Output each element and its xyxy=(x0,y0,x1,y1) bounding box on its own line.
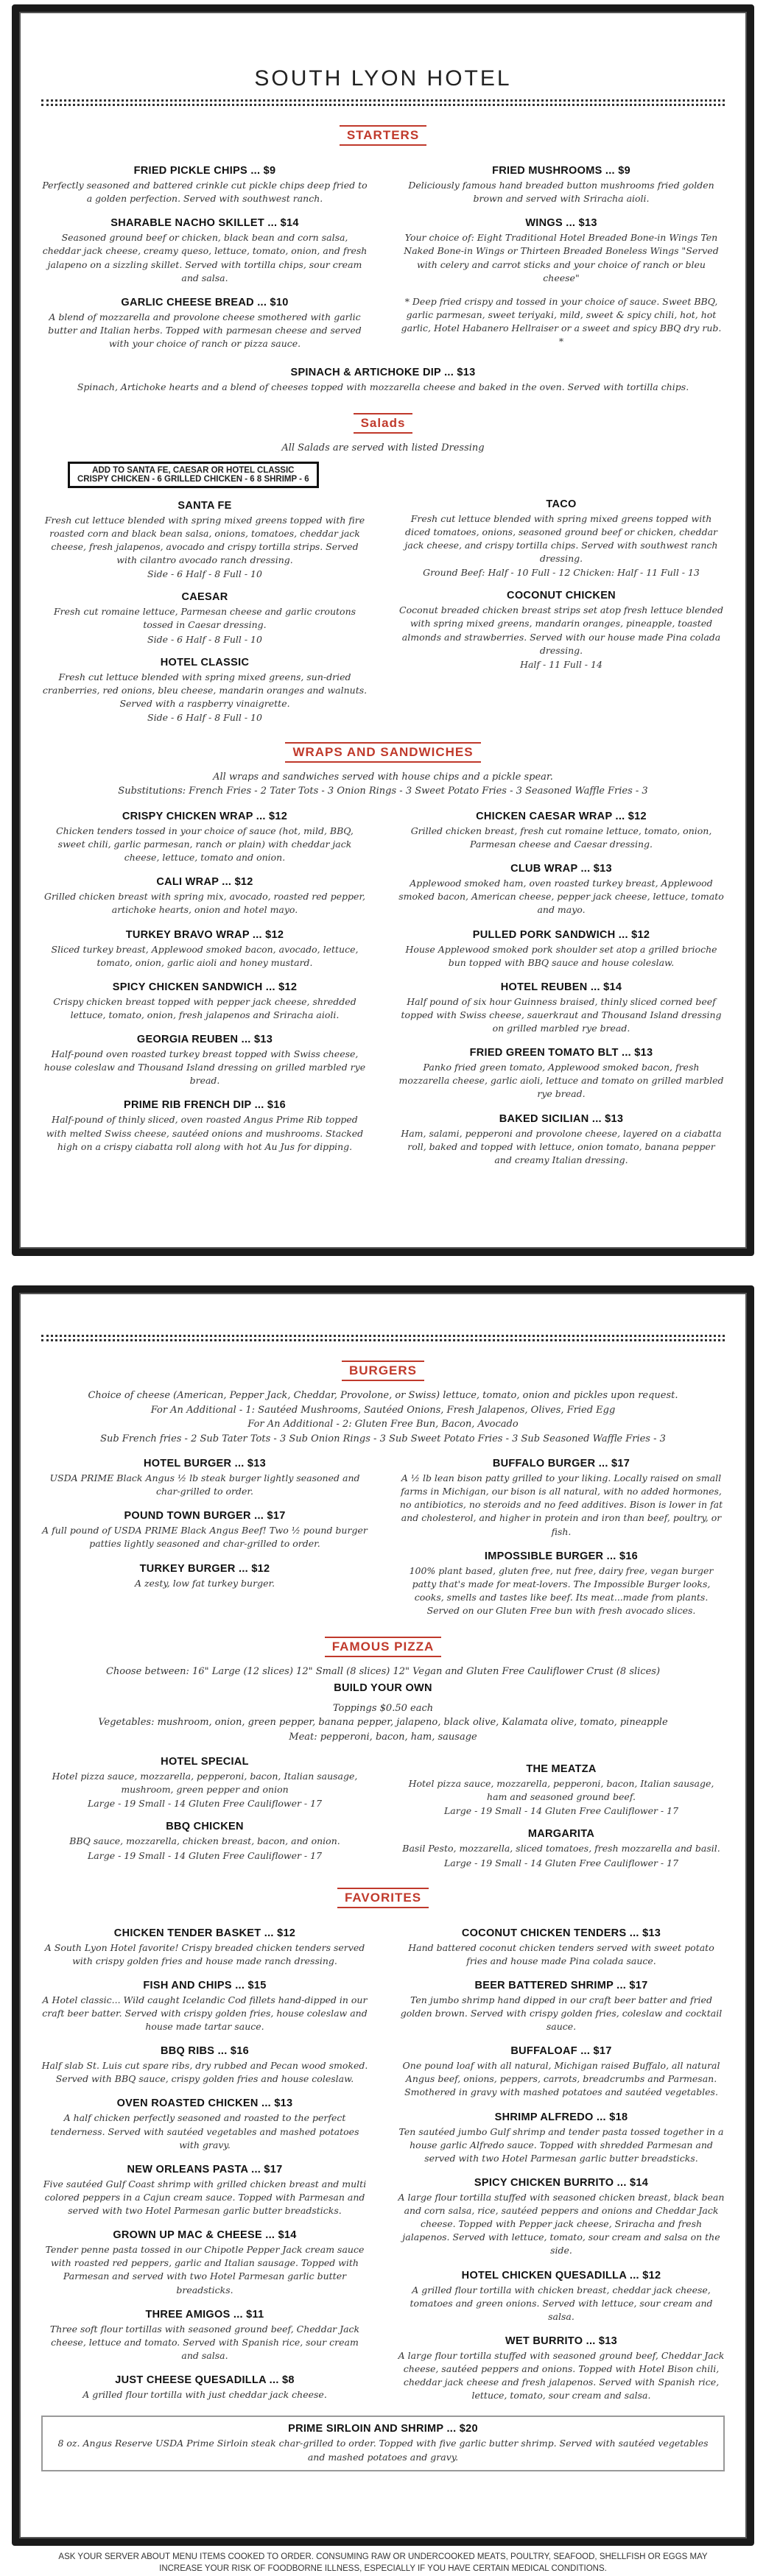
menu-item: CHICKEN TENDER BASKET ... $12 A South Lyon Hotel favorite! Crispy breaded chicken tenders served with crispy golden fries and house made ranch dressing. xyxy=(44,1927,365,1966)
menu-item: CALI WRAP ... $12 Grilled chicken breast with spring mix, avocado, roasted red pepper, artichoke hearts, onion and hotel mayo. xyxy=(43,876,366,916)
menu-item: POUND TOWN BURGER ... $17 A full pound of USDA PRIME Black Angus Beef! Two ½ pound burger patties lightly seasoned and char-grilled to order. xyxy=(42,1510,368,1550)
favorites-columns xyxy=(41,1916,725,2403)
menu-item: CRISPY CHICKEN WRAP ... $12 Chicken tenders tossed in your choice of sauce (hot, mild, BBQ, sweet chili, garlic parmesan, ranch or plain) with cheddar jack cheese, lettuce, tomato and onion. xyxy=(56,810,354,864)
title-divider-2 xyxy=(41,103,725,106)
burgers-note: Choice of cheese (American, Pepper Jack, Cheddar, Provolone, or Swiss) lettuce, tomato, onion and pickles upon request. xyxy=(88,1390,678,1401)
menu-item: CLUB WRAP ... $13 Applewood smoked ham, oven roasted turkey breast, Applewood smoked bacon, American cheese, pepper jack cheese, lettuce, tomato and mayo. xyxy=(398,863,724,916)
menu-item: THREE AMIGOS ... $11 Three soft flour tortillas with seasoned ground beef, Cheddar Jack cheese, lettuce and tomato. Served with Spanish rice, sour cream and salsa. xyxy=(49,2308,360,2361)
menu-sheet-1 xyxy=(12,4,754,1256)
hotel-title: SOUTH LYON HOTEL xyxy=(254,66,512,91)
menu-item: OVEN ROASTED CHICKEN ... $13 A half chicken perfectly seasoned and roasted to the perfect tenderness. Served with sautéed vegetables and mashed potatoes with gravy. xyxy=(50,2097,359,2150)
menu-item: JUST CHEESE QUESADILLA ... $8 A grilled flour tortilla with just cheddar jack cheese. xyxy=(82,2374,327,2400)
wings-sauce-note: * Deep fried crispy and tossed in your choice of sauce. Sweet BBQ, garlic parmesan, sweet teriyaki, mild, sweet & spicy chili, hot, hot garlic, Hotel Habanero Hellraiser or a sweet and spicy BBQ dry rub. * xyxy=(401,295,722,347)
menu-item: CAESAR Fresh cut romaine lettuce, Parmesan cheese and garlic croutons tossed in Caesar dressing. Side - 6 Half - 8 Full - 10 xyxy=(53,591,356,645)
salads-left xyxy=(41,456,368,723)
salad-addons-box: ADD TO SANTA FE, CAESAR OR HOTEL CLASSIC CRISPY CHICKEN - 6 GRILLED CHICKEN - 6 8 SHRIMP - 6 xyxy=(68,462,319,488)
menu-item: BAKED SICILIAN ... $13 Ham, salami, pepperoni and provolone cheese, layered on a ciabatta roll, baked and topped with lettuce, onion tomato, banana pepper and creamy Italian dressing. xyxy=(401,1112,722,1165)
pizza-meats: Meat: pepperoni, bacon, ham, sausage xyxy=(289,1731,477,1743)
menu-item: SPICY CHICKEN SANDWICH ... $12 Crispy chicken breast topped with pepper jack cheese, shredded lettuce, tomato, onion, fresh jalapenos and Sriracha aioli. xyxy=(53,981,356,1020)
menu-item: TURKEY BRAVO WRAP ... $12 Sliced turkey breast, Applewood smoked bacon, avocado, lettuce, tomato, onion, garlic aioli and honey mustard. xyxy=(51,928,359,968)
menu-item: WINGS ... $13 Your choice of: Eight Traditional Hotel Breaded Bone-in Wings Ten Naked Bone-in Wings or Thirteen Breaded Boneless Wings "Served with celery and carrot sticks and your choice of ranch or bleu cheese" xyxy=(404,217,719,283)
burgers-addon-1: For An Additional - 1: Sautéed Mushrooms, Sautéed Onions, Fresh Jalapenos, Olives, Fried Egg xyxy=(150,1404,616,1416)
menu-item: GEORGIA REUBEN ... $13 Half-pound oven roasted turkey breast topped with Swiss cheese, house coleslaw and Thousand Island dressing on grilled marbled rye bread. xyxy=(43,1034,366,1087)
menu-item: BBQ CHICKEN BBQ sauce, mozzarella, chicken breast, bacon, and onion. Large - 19 Small - 14 Gluten Free Cauliflower - 17 xyxy=(69,1821,340,1861)
burgers-addon-2: For An Additional - 2: Gluten Free Bun, Bacon, Avocado xyxy=(247,1419,519,1430)
menu-item: FRIED GREEN TOMATO BLT ... $13 Panko fried green tomato, Applewood smoked bacon, fresh mozzarella cheese, garlic aioli, lettuce and tomato on grilled marbled rye bread. xyxy=(398,1047,724,1100)
menu-item: IMPOSSIBLE BURGER ... $16 100% plant based, gluten free, nut free, dairy free, vegan burger patty that's made for meat-lovers. The Impossible Burger looks, cooks, smells and tastes like beef. Its meat...made from plants. Served on our Gluten Free bun with fresh avocado slices. xyxy=(409,1550,714,1616)
menu-item: HOTEL SPECIAL Hotel pizza sauce, mozzarella, pepperoni, bacon, Italian sausage, mushroom, green pepper and onion Large - 19 Small - 14 Gluten Free Cauliflower - 17 xyxy=(52,1756,358,1810)
menu-item: SANTA FE Fresh cut lettuce blended with spring mixed greens topped with fire roasted corn and black bean salsa, onions, tomatoes, cheddar jack cheese, fresh jalapenos, avocado and crispy tortilla strips. Served with cilantro avocado ranch dressing. Side - 6 Half - 8 Full - 10 xyxy=(44,499,365,580)
menu-item: HOTEL CLASSIC Fresh cut lettuce blended with spring mixed greens, sun-dried cranberries, red onions, bleu cheese, mandarin oranges and walnuts. Served with a raspberry vinaigrette. Side - 6 Half - 8 Full - 10 xyxy=(42,656,368,723)
starters-right xyxy=(398,153,725,350)
menu-item: COCONUT CHICKEN Coconut breaded chicken breast strips set atop fresh lettuce blended with spring mixed greens, mandarin oranges, pineapple, toasted almonds and strawberries. Served with our house made Pina colada dressing. Half - 11 Full - 14 xyxy=(399,590,723,670)
menu-item: NEW ORLEANS PASTA ... $17 Five sautéed Gulf Coast shrimp with grilled chicken breast and multi colored peppers in a Cajun cream sauce. Topped with Parmesan and served with two Hotel Parmesan garlic butter breadsticks. xyxy=(43,2163,367,2216)
menu-item: FRIED PICKLE CHIPS ... $9 Perfectly seasoned and battered crinkle cut pickle chips deep fried to a golden perfection. Served with southwest ranch. xyxy=(42,165,368,205)
sheet-1-content xyxy=(41,27,725,1234)
menu-item: BUFFALO BURGER ... $17 A ½ lb lean bison patty grilled to your liking. Locally raised on small farms in Michigan, our bison is all natural, with no added hormones, no antibiotics, no steroids and no feed additives. Bison is lower in fat and cholesterol, and higher in protein and iron than beef, poultry, or fish. xyxy=(399,1458,723,1537)
menu-item: BEER BATTERED SHRIMP ... $17 Ten jumbo shrimp hand dipped in our craft beer batter and fried golden brown. Served with crispy golden fries, coleslaw and cocktail sauce. xyxy=(400,1979,723,2032)
menu-item: BUFFALOAF ... $17 One pound loaf with all natural, Michigan raised Buffalo, all natural Angus beef, onions, peppers, carrots, breadcrumbs and Parmesan. Smothered in gravy with mashed potatoes and sautéed vegetables. xyxy=(402,2045,720,2098)
burgers-left xyxy=(41,1446,368,1617)
wraps-substitutions: Substitutions: French Fries - 2 Tater Tots - 3 Onion Rings - 3 Sweet Potato Fries - 3 Seasoned Waffle Fries - 3 xyxy=(118,786,648,797)
pizza-sizes: Choose between: 16" Large (12 slices) 12" Small (8 slices) 12" Vegan and Gluten Free Cauliflower Crust (8 slices) xyxy=(105,1666,661,1678)
pizza-toppings-price: Toppings $0.50 each xyxy=(332,1702,434,1714)
menu-item: SPICY CHICKEN BURRITO ... $14 A large flour tortilla stuffed with seasoned chicken breast, black bean and corn salsa, rice, sautéed peppers and onions and Cheddar Jack cheese. Topped with Pepper jack cheese, Sriracha and fresh jalapenos. Served with lettuce, tomato, sour cream and salsa on the side. xyxy=(398,2176,725,2256)
burgers-right xyxy=(398,1446,725,1617)
top-divider xyxy=(41,1334,725,1337)
burgers-columns xyxy=(41,1446,725,1617)
menu-item: CHICKEN CAESAR WRAP ... $12 Grilled chicken breast, fresh cut romaine lettuce, tomato, onion, Parmesan cheese and Caesar dressing. xyxy=(410,810,712,850)
menu-item: HOTEL REUBEN ... $14 Half pound of six hour Guinness braised, thinly sliced corned beef topped with Swiss cheese, sauerkraut and Thousand Island dressing on grilled marbled rye bread. xyxy=(401,981,722,1034)
allergy-disclaimer: ASK YOUR SERVER ABOUT MENU ITEMS COOKED TO ORDER. CONSUMING RAW OR UNDERCOOKED MEATS, POULTRY, SEAFOOD, SHELLFISH OR EGGS MAY INCREASE YOUR RISK OF FOODBORNE ILLNESS, ESPECIALLY IF YOU HAVE CERTAIN MEDICAL CONDITIONS. xyxy=(58,2552,708,2574)
menu-item: COCONUT CHICKEN TENDERS ... $13 Hand battered coconut chicken tenders served with sweet potato fries and house made Pina colada sauce. xyxy=(408,1927,714,1966)
burgers-heading: BURGERS xyxy=(41,1361,725,1381)
menu-item: FRIED MUSHROOMS ... $9 Deliciously famous hand breaded button mushrooms fried golden brown and served with Sriracha aioli. xyxy=(408,165,714,205)
pizza-heading: FAMOUS PIZZA xyxy=(41,1637,725,1657)
menu-item: PRIME RIB FRENCH DIP ... $16 Half-pound of thinly sliced, oven roasted Angus Prime Rib topped with melted Swiss cheese, sautéed onions and mushrooms. Stacked high on a crispy ciabatta roll along with hot Au Jus for dipping. xyxy=(46,1099,364,1152)
menu-item: SHRIMP ALFREDO ... $18 Ten sautéed jumbo Gulf shrimp and tender pasta tossed together in a house garlic Alfredo sauce. Topped with shredded Parmesan and served with two Hotel Parmesan garlic butter breadsticks. xyxy=(398,2111,724,2164)
pizza-right xyxy=(398,1744,725,1868)
menu-item: HOTEL CHICKEN QUESADILLA ... $12 A grilled flour tortilla with chicken breast, cheddar jack cheese, tomatoes and green onions. Served with lettuce, sour cream and salsa. xyxy=(410,2269,713,2322)
menu-item-prime-sirloin: PRIME SIRLOIN AND SHRIMP ... $20 8 oz. Angus Reserve USDA Prime Sirloin steak char-grilled to order. Topped with five garlic butter shrimp. Served with sautéed vegetables and mashed potatoes and gravy. xyxy=(41,2416,725,2471)
title-divider xyxy=(41,99,725,102)
salads-columns xyxy=(41,456,725,723)
wraps-right xyxy=(398,799,725,1167)
menu-item: FISH AND CHIPS ... $15 A Hotel classic... Wild caught Icelandic Cod fillets hand-dipped in our craft beer batter. Served with crispy golden fries, house coleslaw and house made tartar sauce. xyxy=(42,1979,368,2032)
pizza-vegetables: Vegetables: mushroom, onion, green pepper, banana pepper, jalapeno, black olive, Kalamata olive, tomato, pineapple xyxy=(98,1717,668,1729)
salads-note: All Salads are served with listed Dressing xyxy=(281,442,485,454)
menu-item-spinach-dip: SPINACH & ARTICHOKE DIP ... $13 Spinach, Artichoke hearts and a blend of cheeses topped with mozzarella cheese and baked in the oven. Served with tortilla chips. xyxy=(77,367,689,393)
sheet-2-content xyxy=(41,1308,725,2524)
pizza-columns xyxy=(41,1744,725,1868)
starters-heading: STARTERS xyxy=(41,125,725,146)
favorites-heading: FAVORITES xyxy=(41,1888,725,1908)
salads-right xyxy=(398,456,725,723)
menu-sheet-2 xyxy=(12,1285,754,2546)
pizza-build-your-own: BUILD YOUR OWN xyxy=(334,1682,432,1694)
wraps-columns xyxy=(41,799,725,1167)
burgers-substitutions: Sub French fries - 2 Sub Tater Tots - 3 Sub Onion Rings - 3 Sub Sweet Potato Fries - 3 Sub Seasoned Waffle Fries - 3 xyxy=(100,1433,666,1444)
starters-columns xyxy=(41,153,725,350)
menu-item: BBQ RIBS ... $16 Half slab St. Luis cut spare ribs, dry rubbed and Pecan wood smoked. Served with BBQ sauce, crispy golden fries and house coleslaw. xyxy=(41,2045,368,2085)
menu-item: TURKEY BURGER ... $12 A zesty, low fat turkey burger. xyxy=(134,1562,275,1589)
favorites-left xyxy=(41,1916,368,2403)
menu-item: GROWN UP MAC & CHEESE ... $14 Tender penne pasta tossed in our Chipotle Pepper Jack cream sauce with roasted red peppers, garlic and Italian sausage. Topped with Parmesan and served with two Hotel Parmesan garlic butter breadsticks. xyxy=(45,2229,365,2296)
favorites-right xyxy=(398,1916,725,2403)
menu-item: GARLIC CHEESE BREAD ... $10 A blend of mozzarella and provolone cheese smothered with garlic butter and Italian herbs. Topped with parmesan cheese and served with your choice of ranch or pizza sauce. xyxy=(48,296,362,349)
menu-item: MARGARITA Basil Pesto, mozzarella, sliced tomatoes, fresh mozzarella and basil. Large - 19 Small - 14 Gluten Free Cauliflower - 17 xyxy=(402,1828,720,1869)
wraps-left xyxy=(41,799,368,1167)
starters-left xyxy=(41,153,368,350)
menu-item: THE MEATZA Hotel pizza sauce, mozzarella, pepperoni, bacon, Italian sausage, ham and seasoned ground beef. Large - 19 Small - 14 Gluten Free Cauliflower - 17 xyxy=(408,1763,714,1817)
menu-item: TACO Fresh cut lettuce blended with spring mixed greens topped with diced tomatoes, onions, seasoned ground beef or chicken, cheddar jack cheese, and crispy tortilla chips. Served with southwest ranch dressing. Ground Beef: Half - 10 Full - 12 Chicken: Half - 11 Full - 13 xyxy=(404,498,718,579)
pizza-left xyxy=(41,1744,368,1868)
wraps-note: All wraps and sandwiches served with house chips and a pickle spear. xyxy=(213,771,553,783)
top-divider-2 xyxy=(41,1338,725,1341)
menu-item: WET BURRITO ... $13 A large flour tortilla stuffed with seasoned ground beef, Cheddar Jack cheese, sautéed peppers and onions. Topped with Hotel Bison chili, cheddar jack cheese and fresh jalapenos. Served with Spanish rice, lettuce, tomato, sour cream and salsa. xyxy=(398,2335,725,2402)
menu-item: PULLED PORK SANDWICH ... $12 House Applewood smoked pork shoulder set atop a grilled brioche bun topped with BBQ sauce and house coleslaw. xyxy=(405,928,717,968)
menu-item: SHARABLE NACHO SKILLET ... $14 Seasoned ground beef or chicken, black bean and corn salsa, cheddar jack cheese, creamy queso, lettuce, tomato, onion, and fresh jalapeno on a sizzling skillet. Served with tortilla chips, sour cream and salsa. xyxy=(42,217,368,283)
menu-item: HOTEL BURGER ... $13 USDA PRIME Black Angus ½ lb steak burger lightly seasoned and char-grilled to order. xyxy=(49,1458,360,1497)
wraps-heading: WRAPS AND SANDWICHES xyxy=(41,742,725,763)
salads-heading: Salads xyxy=(41,413,725,434)
